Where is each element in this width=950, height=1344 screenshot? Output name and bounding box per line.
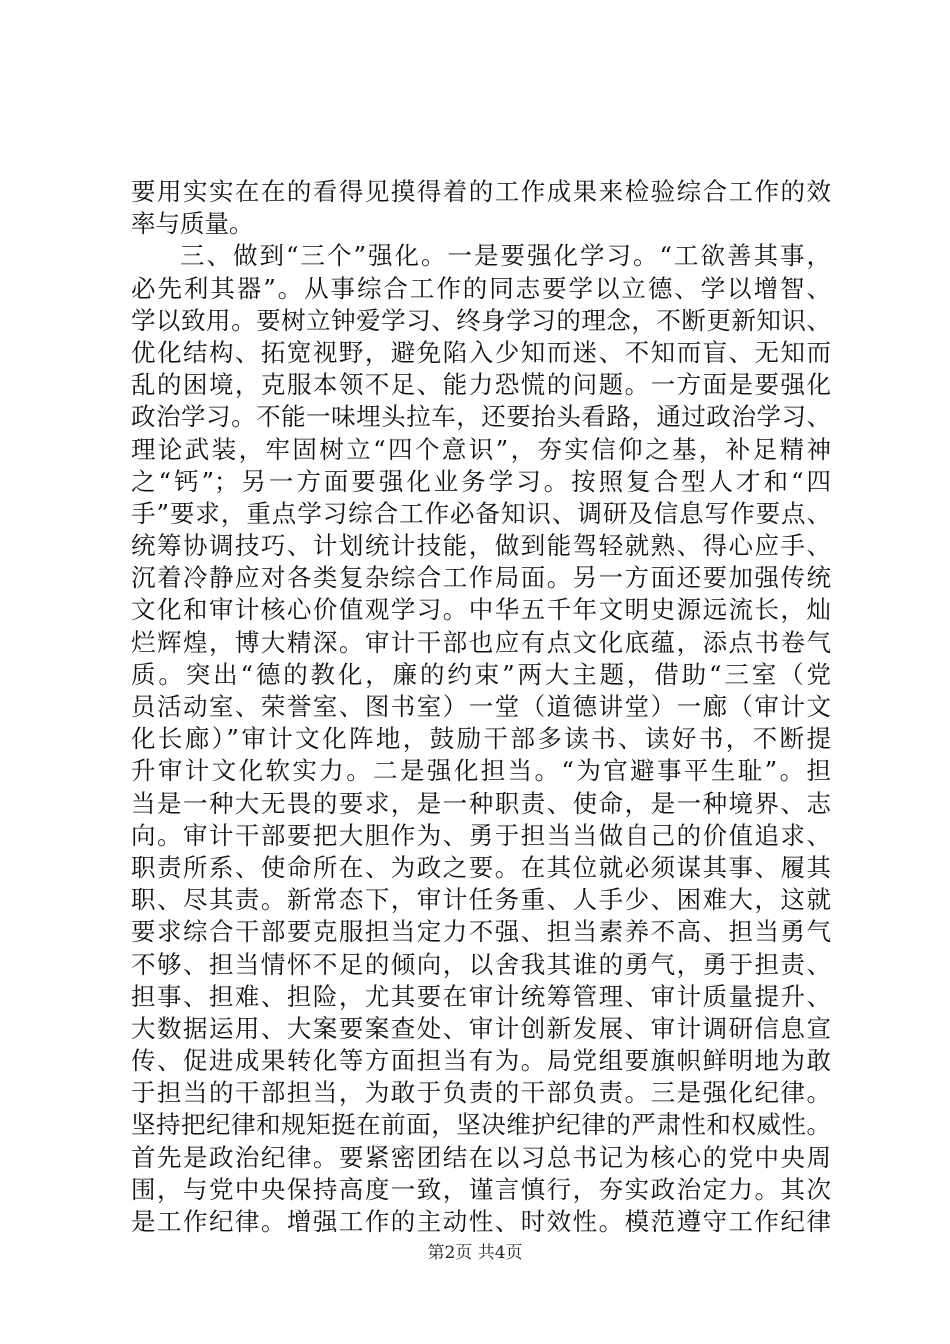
text-line: 文化和审计核心价值观学习。中华五千年文明史源远流长，灿 [131,595,831,625]
page-footer [0,1238,950,1263]
text-line: 升审计文化软实力。二是强化担当。“为官避事平生耻”。担 [131,756,831,786]
text-line: 政治学习。不能一味埋头拉车，还要抬头看路，通过政治学习、 [131,402,831,432]
text-line: 必先利其器”。从事综合工作的同志要学以立德、学以增智、 [131,273,831,303]
text-line: 坚持把纪律和规矩挺在前面，坚决维护纪律的严肃性和权威性。 [131,1110,831,1140]
text-line: 率与质量。 [131,209,254,239]
text-line: 首先是政治纪律。要紧密团结在以习总书记为核心的党中央周 [131,1142,831,1172]
text-line: 理论武装，牢固树立“四个意识”，夯实信仰之基，补足精神 [131,434,831,464]
text-line: 学以致用。要树立钟爱学习、终身学习的理念，不断更新知识、 [131,305,831,335]
text-line: 于担当的干部担当，为敢于负责的干部负责。三是强化纪律。 [131,1078,831,1108]
text-line: 沉着冷静应对各类复杂综合工作局面。另一方面还要加强传统 [131,563,831,593]
text-line: 质。突出“德的教化，廉的约束”两大主题，借助“三室（党 [131,659,831,689]
text-line: 大数据运用、大案要案查处、审计创新发展、审计调研信息宣 [131,1013,831,1043]
text-line: 优化结构、拓宽视野，避免陷入少知而迷、不知而盲、无知而 [131,337,831,367]
text-line: 统筹协调技巧、计划统计技能，做到能驾轻就熟、得心应手、 [131,531,831,561]
text-line: 职责所系、使命所在、为政之要。在其位就必须谋其事、履其 [131,852,831,882]
text-line: 员活动室、荣誉室、图书室）一堂（道德讲堂）一廊（审计文 [131,692,831,721]
text-line: 担事、担难、担险，尤其要在审计统筹管理、审计质量提升、 [131,981,831,1011]
text-line: 三、做到“三个”强化。一是要强化学习。“工欲善其事， [180,241,831,271]
text-line: 要求综合干部要克服担当定力不强、担当素养不高、担当勇气 [131,917,831,947]
text-line: 烂辉煌，博大精深。审计干部也应有点文化底蕴，添点书卷气 [131,627,831,657]
text-line: 手”要求，重点学习综合工作必备知识、调研及信息写作要点、 [131,498,831,528]
text-line: 职、尽其责。新常态下，审计任务重、人手少、困难大，这就 [131,885,831,915]
text-line: 之“钙”；另一方面要强化业务学习。按照复合型人才和“四 [131,466,831,496]
text-line: 化长廊）”审计文化阵地，鼓励干部多读书、读好书，不断提 [131,724,831,754]
text-line: 向。审计干部要把大胆作为、勇于担当当做自己的价值追求、 [131,820,831,850]
page-number-label: 第2页 共4页 [427,1243,523,1263]
text-line: 不够、担当情怀不足的倾向，以舍我其谁的勇气，勇于担责、 [131,949,831,979]
text-line: 围，与党中央保持高度一致，谨言慎行，夯实政治定力。其次 [131,1174,831,1204]
body-text [131,176,831,1238]
text-line: 传、促进成果转化等方面担当有为。局党组要旗帜鲜明地为敢 [131,1046,831,1076]
text-line: 乱的困境，克服本领不足、能力恐慌的问题。一方面是要强化 [131,370,831,400]
text-line: 要用实实在在的看得见摸得着的工作成果来检验综合工作的效 [131,177,831,206]
text-line: 是工作纪律。增强工作的主动性、时效性。模范遵守工作纪律 [131,1207,831,1236]
text-line: 当是一种大无畏的要求，是一种职责、使命，是一种境界、志 [131,788,831,818]
